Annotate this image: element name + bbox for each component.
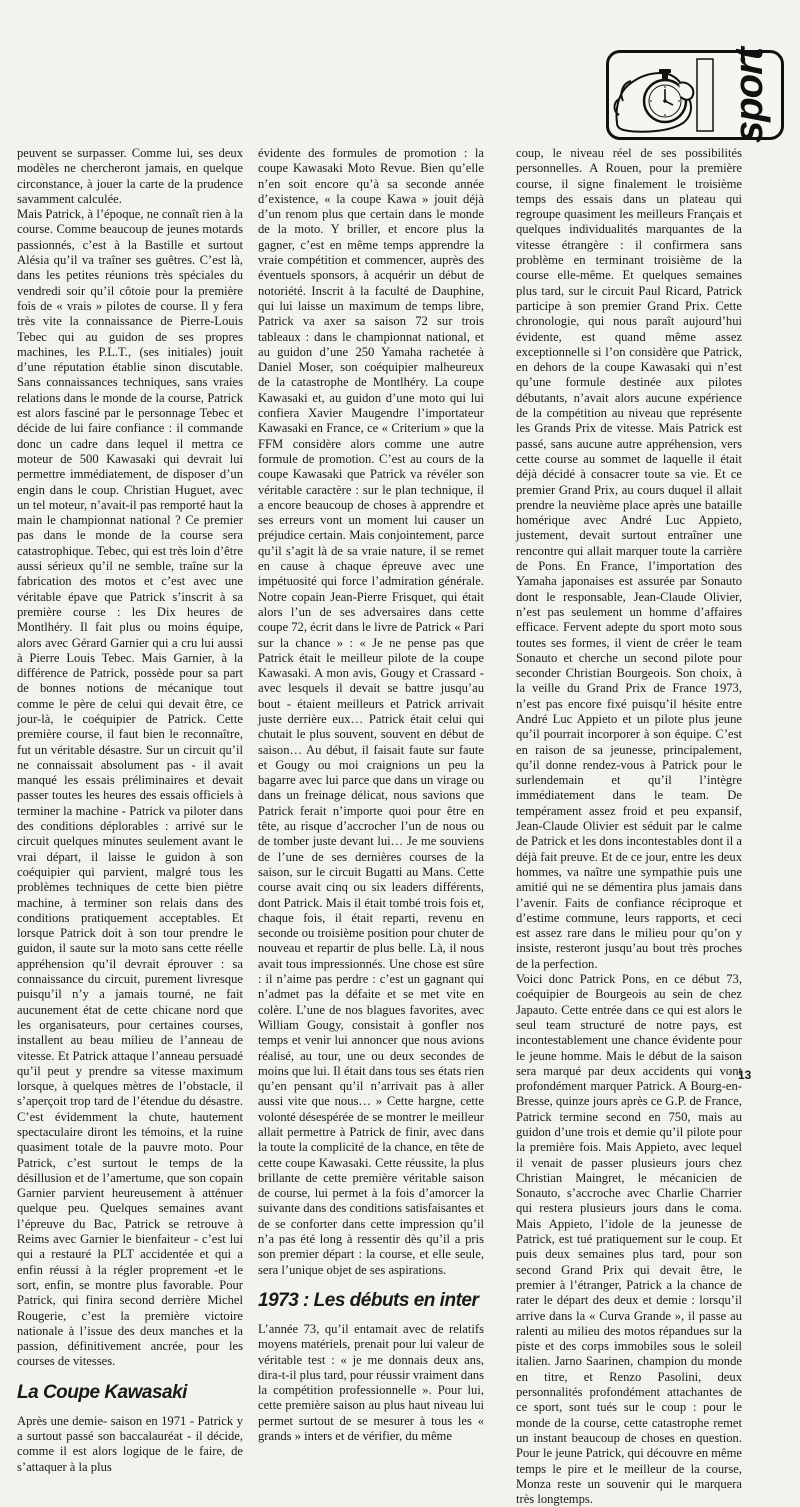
article-column-2 xyxy=(258,146,484,1444)
body-paragraph: peuvent se surpasser. Comme lui, ses deux modèles ne chercheront jamais, en quelque circonstance, à jouer la carte de la prudence savamment calculée. xyxy=(17,146,243,206)
body-paragraph: Mais Patrick, à l’époque, ne connaît rien à la course. Comme beaucoup de jeunes motards passionnés, c’est à la Bastille et surtout Alésia qu’il va traîner ses guêtres. C’est là, dans les petites réunions très spéciales du vendredi soir qu’il côtoie pour la première fois de « vrais » pilotes de course. Il y fera très vite la connaissance de Pierre-Louis Tebec qui au guidon de ses propres machines, les P.L.T., (ses initiales) jouit d’une réputation établie sinon discutable. Sans connaissances techniques, sans vraies relations dans le monde de la course, Patrick est alors fasciné par le personnage Tebec et décide de lui faire confiance : il commande donc un cadre dans lequel il mettra ce moteur de 500 Kawasaki qui devrait lui permettre immédiatement, de disposer d’un engin dans le coup. Christian Huguet, avec un tel moteur, n’avait-il pas remporté haut la main le championnat national ? Ce premier pas dans le monde de la course sera catastrophique. Tebec, qui est très loin d’être aussi sérieux qu’il ne semble, traîne sur la fabrication des motos et c’est avec une véritable épave que Patrick s’inscrit à sa première course : les Dix heures de Montlhéry. Il fait plus ou moins équipe, alors avec Gérard Garnier qui a cru lui aussi à Pierre Louis Tebec. Mais Garnier, à la différence de Patrick, possède pour sa part de bonnes notions de mécanique tout comme le père de celui qui devait être, ce jour-là, le coéquipier de Patrick. Cette première course, il faut bien le reconnaître, fut un véritable désastre. Sur un circuit qu’il ne connaissait absolument pas - il avait manqué les essais préliminaires et devait passer toutes les heures des essais officiels à terminer la machine - Patrick va piloter dans des conditions déplorables : arrivé sur le circuit quelques minutes seulement avant le vrai départ, il laisse le guidon à son coéquipier qui parvient, malgré tous les problèmes techniques de cette bien piètre machine, à terminer son relais dans des conditions pratiquement acceptables. Et lorsque Patrick doit à son tour prendre le guidon, il saute sur la moto sans cette réelle appréhension qu’il devrait éprouver : sa connaissance du circuit, purement livresque puisqu’il n’y a jamais tourné, ne fait aucunement état de cette chicane nord que les organisateurs, pour certaines courses, installent au beau milieu de l’anneau de vitesse. Et Patrick attaque l’anneau persuadé qu’il peut y prendre sa vitesse maximum lorsque, à quelques mètres de l’obstacle, il s’aperçoit trop tard de l’étendue du désastre. C’est évidemment la chute, hautement spectaculaire diront les témoins, et la ruine quasiment totale de la pauvre moto. Pour Patrick, c’est surtout le temps de la désillusion et de l’amertume, que son copain Garnier parvient heureusement à atténuer quelque peu. Quelques semaines avant l’épreuve du Bac, Patrick se retrouve à Reims avec Garnier le bienfaiteur - c’est lui qui a restauré la PLT accidentée et qui a enfin réussi à la régler proprement -et le sort, enfin, se montre plus favorable. Pour Patrick, qui finira second derrière Michel Rougerie, c’est la première victoire nationale à l’issue des deux manches et la passion, définitivement ancrée, pour les courses de vitesses. xyxy=(17,207,243,1369)
body-paragraph: Voici donc Patrick Pons, en ce début 73, coéquipier de Bourgeois au sein de chez Japauto. Cette entrée dans ce qui est alors le seul team structuré de notre pays, est incontestablement une chance évidente pour le jeune homme. Mais le début de la saison sera marqué par deux accidents qui vont profondément marquer Patrick. A Bourg-en-Bresse, quinze jours après ce G.P. de France, Patrick termine second en 750, mais au guidon d’une trois et demie qu’il pilote pour la première fois. Mais Appieto, avec lequel il venait de passer plusieurs jours chez Christian Maingret, le mécanicien de Sonauto, s’accroche avec Charlie Charrier qui restera plusieurs jours dans le coma. Mais Appieto, l’idole de la jeunesse de Patrick, est tué pratiquement sur le coup. Et puis deux semaines plus tard, pour son second Grand Prix qui devait être, le premier à l’étranger, Patrick a la chance de rater le départ des deux et demie : lorsqu’il arrive dans la « Curva Grande », il passe au ralenti au milieu des motos répandues sur la piste et des corps immobiles sous le soleil italien. Jarno Saarinen, champion du monde en titre, et Renzo Pasolini, deux personnalités profondément attachantes de ce sport, sont tués sur le coup : pour le monde de la course, cette catastrophe remet un instant beaucoup de choses en question. Pour le jeune Patrick, qui découvre en même temps le pire et le meilleur de la course, Monza reste un souvenir qui le marquera très longtemps. xyxy=(516,972,742,1507)
body-paragraph: coup, le niveau réel de ses possibilités personnelles. A Rouen, pour la première course, il signe finalement le troisième temps des essais dans un plateau qui regroupe quasiment les meilleurs Français et quelques individualités marquantes de la vitesse étrangère : il confirmera sans problème en terminant troisième de la course elle-même. Et quelques semaines plus tard, sur le circuit Paul Ricard, Patrick participe à son premier Grand Prix. Cette chronologie, qui nous paraît aujourd’hui évidente, est quand même assez exceptionnelle si l’on considère que Patrick, en dehors de la coupe Kawasaki qui n’est qu’une formule destinée aux pilotes débutants, n’avait alors aucune expérience de la compétition au niveau que représente les Grands Prix de vitesse. Mais Patrick est passé, sans aucune autre appréhension, vers cette course au sommet de laquelle il était déjà décidé à consacrer toute sa vie. Et ce premier Grand Prix, au cours duquel il allait prendre la neuvième place après une bataille homérique avec André Luc Appieto, justement, devait surtout entraîner une rencontre qui allait marquer toute la carrière de Pons. En France, l’importation des Yamaha japonaises est assurée par Sonauto dont le responsable, Jean-Claude Olivier, n’est pas seulement un homme d’affaires efficace. Fervent adepte du sport moto sous toutes ses formes, il vient de créer le team Sonauto et cherche un second pilote pour seconder Christian Bourgeois. Son choix, à la veille du Grand Prix de France 1973, n’est pas encore fixé puisqu’il hésite entre André Luc Appieto et un pilote plus jeune qu’il pourrait incorporer à son équipe. C’est en raison de sa jeunesse, principalement, qu’il donne rendez-vous à Patrick pour le surlendemain et qu’il l’intègre immédiatement dans le team. De tempérament assez froid et peu expansif, Jean-Claude Olivier est séduit par le calme de Patrick et les dons incontestables dont il a déjà fait preuve. Et de ce jour, entre les deux hommes, va naître une sympathie puis une amitié qui ne se démentira plus jamais dans l’avenir. Faits de confiance réciproque et d’estime commune, leurs rapports, et ceci est assez rare dans le milieu pour qu’on y insiste, resteront jusqu’au bout très proches de la perfection. xyxy=(516,146,742,971)
sport-label: sport xyxy=(726,47,771,143)
body-paragraph: évidente des formules de promotion : la coupe Kawasaki Moto Revue. Bien qu’elle n’en soit encore qu’à sa seconde année d’existence, « la coupe Kawa » jouit déjà d’un renom plus que certain dans le monde de la moto. Y briller, et encore plus la gagner, c’est en même temps apprendre la vraie compétition et commencer, auprès des éventuels sponsors, à acquérir un début de notoriété. Inscrit à la faculté de Dauphine, qui lui laisse un maximum de temps libre, Patrick va axer sa saison 72 sur trois tableaux : dans le championnat national, et au guidon d’une 250 Yamaha rachetée à Daniel Moser, son coéquipier malheureux de la catastrophe de Montlhéry. La coupe Kawasaki et, au guidon d’une moto qui lui confiera Xavier Maugendre l’importateur Kawasaki en France, ce « Criterium » que la FFM considère alors comme une autre formule de promotion. C’est au cours de la coupe Kawasaki que Patrick va révéler son véritable caractère : sur le plan technique, il a encore beaucoup de choses à apprendre et ses erreurs vont un moment lui causer un préjudice certain. Mais conjointement, parce qu’il s’agit là de sa vraie nature, il se remet en cause à chaque épreuve avec une impétuosité qui force l’admiration générale. Notre copain Jean-Pierre Frisquet, qui était alors l’un de ses adversaires dans cette coupe 72, écrit dans le livre de Patrick « Pari sur la chance » : « Je ne pense pas que Patrick était le meilleur pilote de la coupe Kawasaki. A mon avis, Gougy et Crassard - avec lesquels il devait se battre jusqu’au bout - étaient meilleurs et Patrick arrivait juste derrière eux… Patrick était celui qui chutait le plus souvent, souvent en début de saison… Au début, il faisait faute sur faute et Gougy ou moi craignions un peu la bagarre avec lui parce que dans un virage ou dans un freinage délicat, nous savions que Patrick ferait n’importe quoi pour être en tête, au risque d’accrocher l’un de nous ou de tomber juste devant lui… Je me souviens de l’une de ses dernières courses de la saison, sur le circuit Bugatti au Mans. Cette course avait cinq ou six leaders différents, dont Patrick. Mais il était tombé trois fois et, chaque fois, il était reparti, revenu en seconde ou troisième position pour chuter de nouveau et repartir de plus belle. Là, il nous avait tous impressionnés. Une chose est sûre : il n’aime pas perdre : c’est un gagnant qui n’admet pas la défaite et se met vite en colère. L’une de nos blagues favorites, avec William Gougy, consistait à gonfler nos temps et venir lui annoncer que nous avions réalisé, au tour, une ou deux secondes de moins que lui. Il était dans tous ses états rien qu’en pensant qu’il n’arrivait pas à aller aussi vite que nous… » Cette hargne, cette volonté désespérée de se montrer le meilleur allait permettre à Patrick de finir, avec dans la toute la complicité de la chance, en tête de cette coupe Kawasaki. Cette réussite, la plus brillante de cette première véritable saison de course, lui permet à la fois d’amorcer la suivante dans des conditions satisfaisantes et de se conforter dans cette impression qu’il n’a pas été long à ressentir dès qu’il a pris son premier départ : la course, et elle seule, sera l’unique objet de ses aspirations. xyxy=(258,146,484,1277)
sport-section-logo xyxy=(606,47,784,143)
body-paragraph: L’année 73, qu’il entamait avec de relatifs moyens matériels, prenait pour lui valeur de véritable test : « je me donnais deux ans, dira-t-il plus tard, pour réussir vraiment dans la compétition professionnelle ». Pour lui, cette première saison au plus haut niveau lui permet surtout de se mesurer à tous les « grands » inters et de vérifier, du même xyxy=(258,1321,484,1444)
body-paragraph: Après une demie- saison en 1971 - Patrick y a surtout passé son baccalauréat - il décide, comme il est alors logique de le faire, de s’attaquer à la plus xyxy=(17,1413,243,1474)
page-number: 13 xyxy=(738,1068,752,1082)
section-heading-1973: 1973 : Les débuts en inter xyxy=(258,1289,479,1311)
section-heading-coupe-kawasaki: La Coupe Kawasaki xyxy=(17,1381,187,1403)
article-column-1 xyxy=(17,146,243,1474)
sport-label-wrapper xyxy=(721,47,777,143)
article-column-3 xyxy=(516,146,742,1507)
